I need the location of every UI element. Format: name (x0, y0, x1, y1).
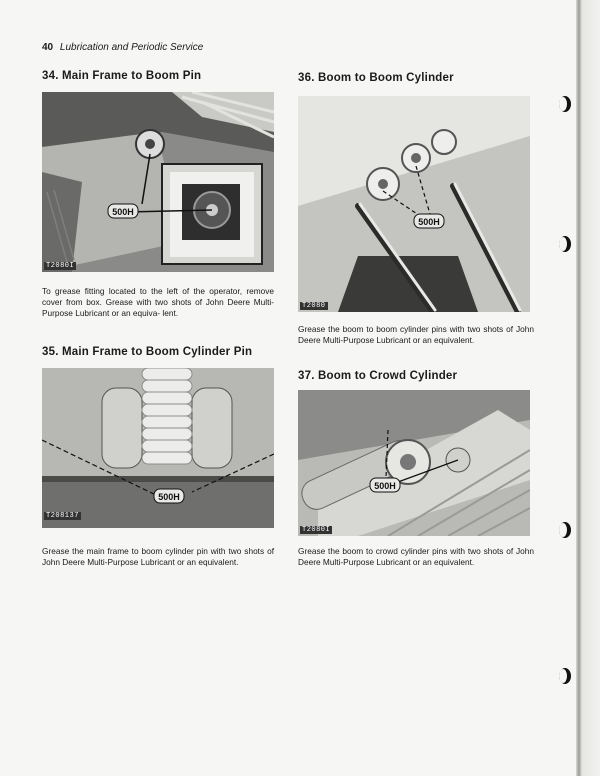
figure-code: T2080 (302, 302, 326, 310)
section-heading: 35. Main Frame to Boom Cylinder Pin (42, 346, 253, 358)
grease-label: 500H (374, 481, 396, 491)
section-heading: 36. Boom to Boom Cylinder (298, 72, 454, 84)
chapter-title: Lubrication and Periodic Service (59, 42, 204, 53)
section-photo (42, 92, 274, 272)
figure-code: T208137 (46, 512, 79, 520)
grease-label: 500H (158, 492, 180, 502)
binder-hole-icon (557, 666, 573, 686)
section-photo (298, 390, 530, 536)
section-caption: Grease the boom to boom cylinder pins with two shots of John Deere Multi-Purpose Lubricant or an equivalent. (298, 324, 534, 345)
page-header (42, 42, 203, 53)
section-caption: Grease the boom to crowd cylinder pins with two shots of John Deere Multi-Purpose Lubricant or an equivalent. (298, 546, 534, 567)
section-heading: 37. Boom to Crowd Cylinder (298, 370, 458, 382)
figure-code: T2080I (46, 262, 75, 270)
binder-hole-icon (557, 520, 573, 540)
binder-hole-icon (557, 234, 573, 254)
section-photo (42, 368, 274, 528)
grease-label: 500H (418, 217, 440, 227)
page-number: 40 (42, 42, 54, 53)
page-edge-shadow (576, 0, 600, 776)
section-caption: To grease fitting located to the left of the operator, remove cover from box. Grease with two shots of John Deere Multi-Purpose Lubricant or an equiva- lent. (42, 286, 274, 318)
binder-hole-icon (557, 94, 573, 114)
section-photo (298, 96, 530, 312)
section-heading: 34. Main Frame to Boom Pin (42, 70, 202, 82)
grease-label: 500H (112, 207, 134, 217)
section-caption: Grease the main frame to boom cylinder pin with two shots of John Deere Multi-Purpose Lubricant or an equivalent. (42, 546, 274, 567)
figure-code: T2080I (302, 526, 331, 534)
